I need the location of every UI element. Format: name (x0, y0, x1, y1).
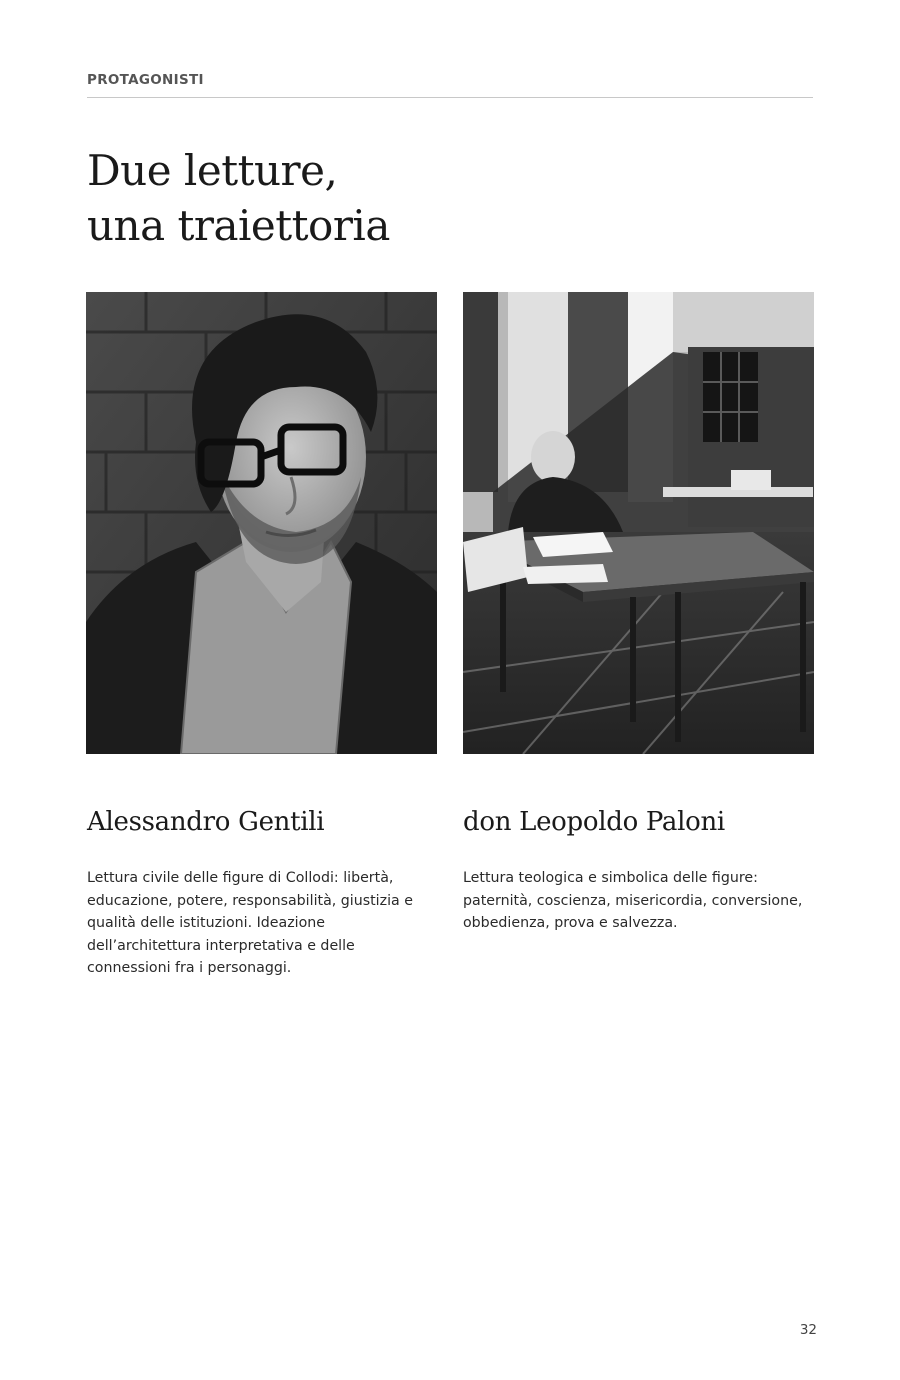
protagonist-name-2: don Leopoldo Paloni (463, 807, 725, 837)
protagonist-description-2: Lettura teologica e simbolica delle figure: paternità, coscienza, misericordia, conversione, obbedienza, prova e salvezza. (463, 870, 803, 931)
protagonist-name-1: Alessandro Gentili (87, 807, 325, 837)
page-number: 32 (799, 1322, 817, 1338)
header-divider (87, 97, 813, 98)
protagonist-description-1: Lettura civile delle figure di Collodi: libertà, educazione, potere, responsabilità, giustizia e qualità delle istituzioni. Ideazione dell’architettura interpretativa e delle connessioni fra i personaggi. (87, 870, 413, 976)
portrait-photo-left (86, 292, 437, 754)
page-title-line-1: Due letture, (87, 146, 338, 195)
section-label: PROTAGONISTI (87, 72, 204, 88)
page-title-line-2: una traiettoria (87, 201, 390, 250)
scene-photo-right (463, 292, 814, 754)
page-title (87, 143, 787, 253)
